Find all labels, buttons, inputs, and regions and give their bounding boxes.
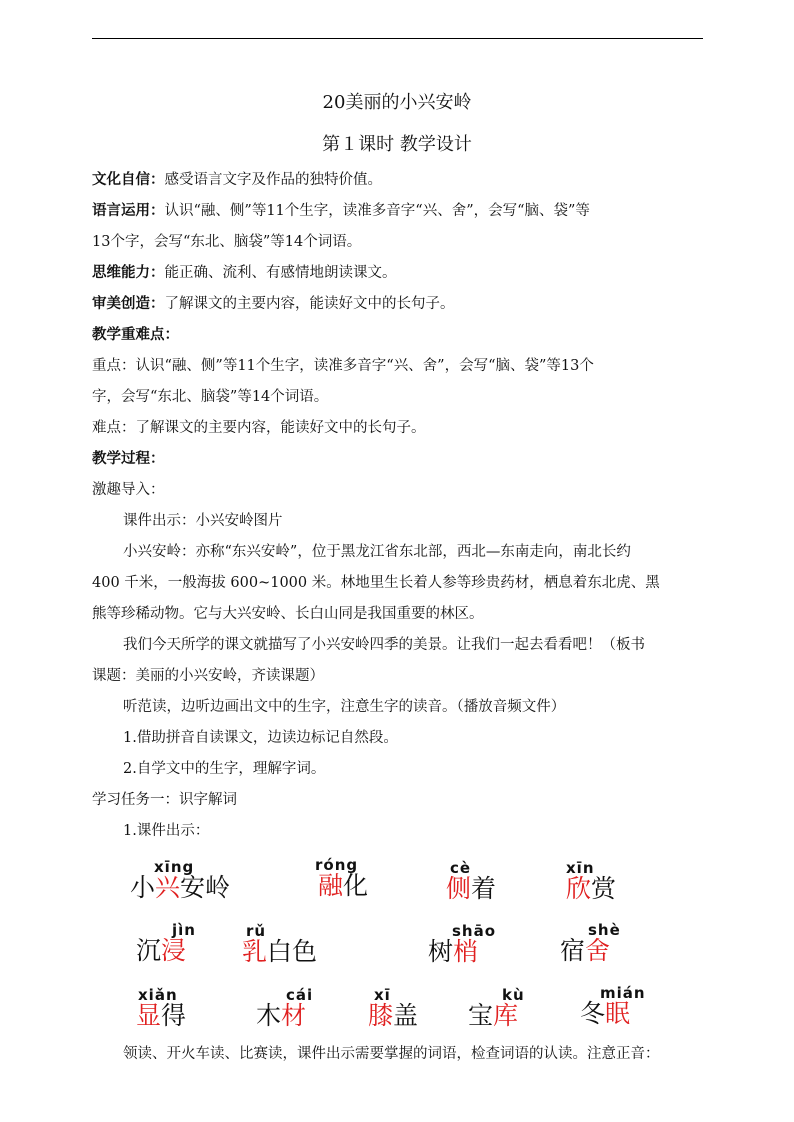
- objective-thinking: 思维能力：能正确、流利、有感情地朗读课文。: [92, 264, 397, 281]
- key-points-heading: 教学重难点：: [92, 326, 179, 343]
- process-heading: 教学过程：: [92, 450, 165, 467]
- listen-line: 听范读，边听边画出文中的生字，注意生字的读音。（播放音频文件）: [123, 699, 566, 715]
- lesson-title: 20美丽的小兴安岭: [322, 92, 472, 113]
- task-one-heading: 学习任务一：识字解词: [92, 792, 237, 808]
- step-2: 2.自学文中的生字，理解字词。: [123, 761, 326, 777]
- difficult-point: 难点：了解课文的主要内容，能读好文中的长句子。: [92, 420, 426, 436]
- intro-para-2: 400 千米，一般海拔 600~1000 米。林地里生长着人参等珍贵药材，栖息着东北虎、黑: [92, 575, 660, 591]
- courseware-line: 课件出示：小兴安岭图片: [123, 513, 283, 529]
- key-point-cont: 字，会写“东北、脑袋”等14个词语。: [92, 389, 329, 405]
- intro-heading: 激趣导入：: [92, 482, 165, 498]
- intro-para-1: 小兴安岭：亦称“东兴安岭”，位于黑龙江省东北部，西北—东南走向，南北长约: [123, 544, 631, 560]
- objective-aesthetic: 审美创造：了解课文的主要内容，能读好文中的长句子。: [92, 295, 455, 312]
- key-point: 重点：认识“融、侧”等11个生字，读准多音字“兴、舍”，会写“脑、袋”等13个: [92, 358, 594, 374]
- objective-language: 语言运用：认识“融、侧”等11个生字，读准多音字“兴、舍”，会写“脑、袋”等: [92, 202, 590, 219]
- lesson-para-1: 我们今天所学的课文就描写了小兴安岭四季的美景。让我们一起去看看吧！（板书: [123, 637, 645, 653]
- courseware-show: 1.课件出示：: [123, 823, 210, 839]
- header-rule: [92, 38, 703, 39]
- intro-para-3: 熊等珍稀动物。它与大兴安岭、长白山同是我国重要的林区。: [92, 606, 484, 622]
- step-1: 1.借助拼音自读课文，边读边标记自然段。: [123, 730, 398, 746]
- objective-culture: 文化自信：感受语言文字及作品的独特价值。: [92, 171, 382, 188]
- reading-practice-line: 领读、开火车读、比赛读，课件出示需要掌握的词语，检查词语的认读。注意正音：: [123, 1046, 660, 1062]
- lesson-para-2: 课题：美丽的小兴安岭，齐读课题）: [92, 668, 324, 684]
- objective-language-cont: 13个字，会写“东北、脑袋”等14个词语。: [92, 234, 362, 250]
- lesson-subtitle: 第１课时 教学设计: [322, 134, 472, 155]
